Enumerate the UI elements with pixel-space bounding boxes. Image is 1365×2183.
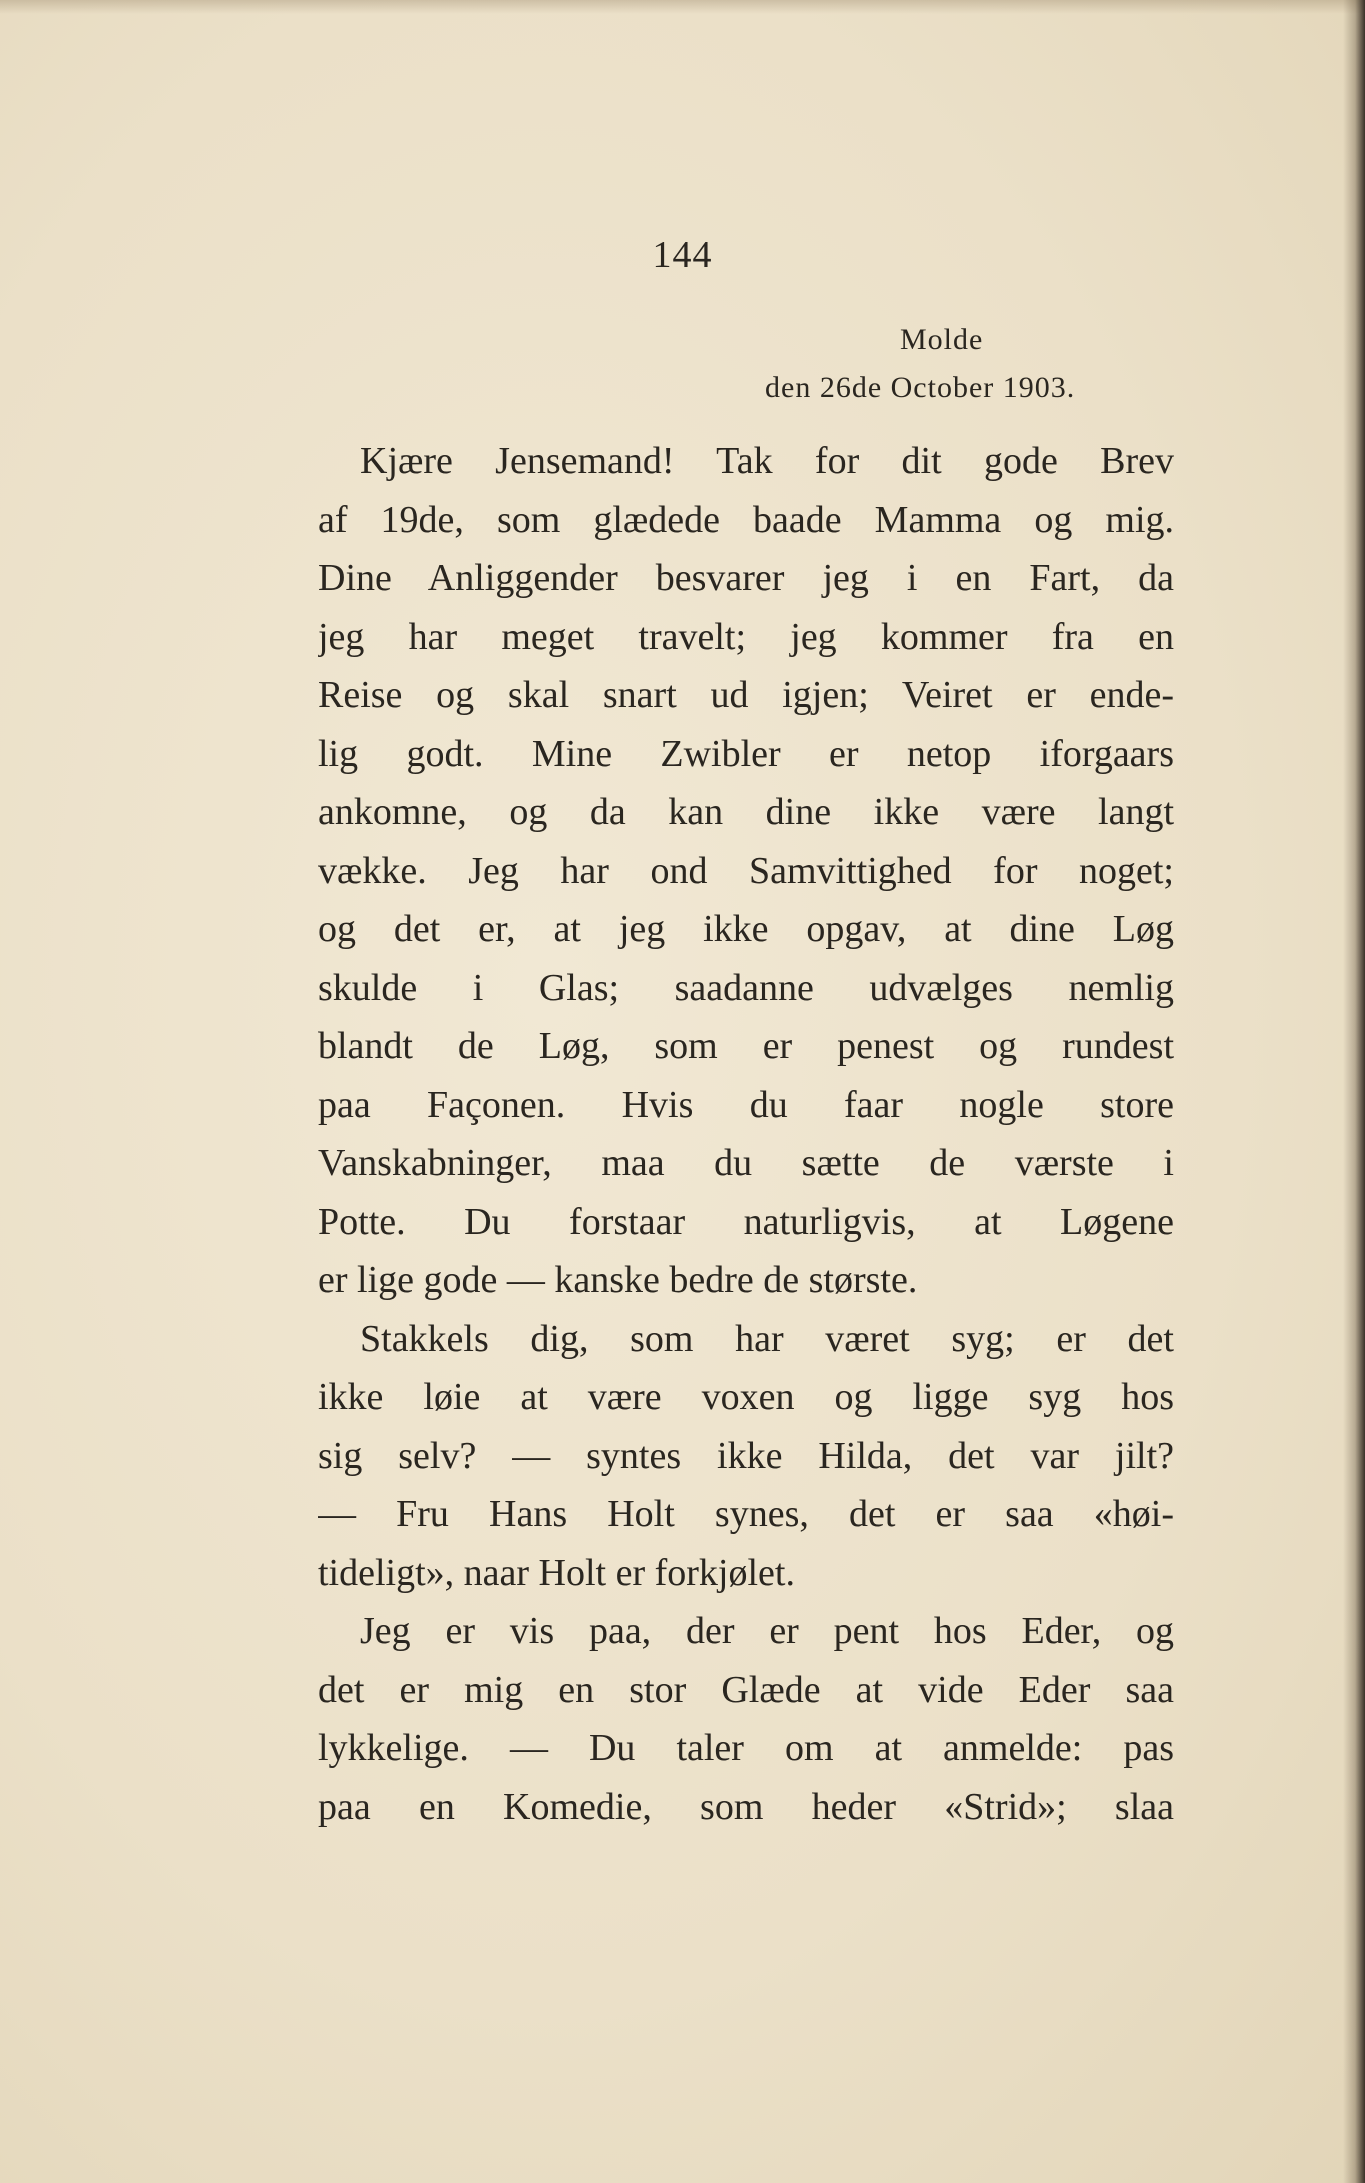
text-line: lykkelige. — Du taler om at anmelde: pas (318, 1727, 1174, 1769)
text-line: ikke løie at være voxen og ligge syg hos (318, 1376, 1174, 1418)
page-edge-shadow (1343, 0, 1365, 2183)
text-line: lig godt. Mine Zwibler er netop iforgaars (318, 732, 1174, 775)
text-line: paa en Komedie, som heder «Strid»; slaa (318, 1785, 1174, 1828)
text-line: Reise og skal snart ud igjen; Veiret er ende- (318, 674, 1174, 716)
text-line: Jeg er vis paa, der er pent hos Eder, og (360, 1610, 1174, 1652)
text-line: Vanskabninger, maa du sætte de værste i (318, 1142, 1174, 1184)
text-line: — Fru Hans Holt synes, det er saa «høi- (318, 1493, 1174, 1535)
text-line: sig selv? — syntes ikke Hilda, det var jilt? (318, 1434, 1174, 1477)
text-line: skulde i Glas; saadanne udvælges nemlig (318, 966, 1174, 1009)
text-line: Potte. Du forstaar naturligvis, at Løgene (318, 1200, 1174, 1243)
text-line: og det er, at jeg ikke opgav, at dine Løg (318, 908, 1174, 950)
text-line: jeg har meget travelt; jeg kommer fra en (318, 615, 1174, 658)
page-top-shadow (0, 0, 1365, 14)
text-line: Kjære Jensemand! Tak for dit gode Brev (360, 440, 1174, 482)
text-line: Stakkels dig, som har været syg; er det (360, 1317, 1174, 1360)
text-line: vække. Jeg har ond Samvittighed for noget; (318, 849, 1174, 892)
page-number: 144 (652, 234, 713, 276)
text-line: af 19de, som glædede baade Mamma og mig. (318, 498, 1174, 541)
letter-place: Molde (900, 323, 984, 356)
text-line: paa Façonen. Hvis du faar nogle store (318, 1083, 1174, 1126)
letter-date: den 26de October 1903. (765, 371, 1076, 404)
text-line: tideligt», naar Holt er forkjølet. (318, 1551, 795, 1594)
text-line: Dine Anliggender besvarer jeg i en Fart, da (318, 557, 1174, 599)
text-line: det er mig en stor Glæde at vide Eder saa (318, 1668, 1174, 1711)
letter-body (318, 432, 1174, 1836)
text-line: ankomne, og da kan dine ikke være langt (318, 791, 1174, 833)
text-line: er lige gode — kanske bedre de største. (318, 1259, 918, 1301)
text-line: blandt de Løg, som er penest og rundest (318, 1025, 1174, 1067)
